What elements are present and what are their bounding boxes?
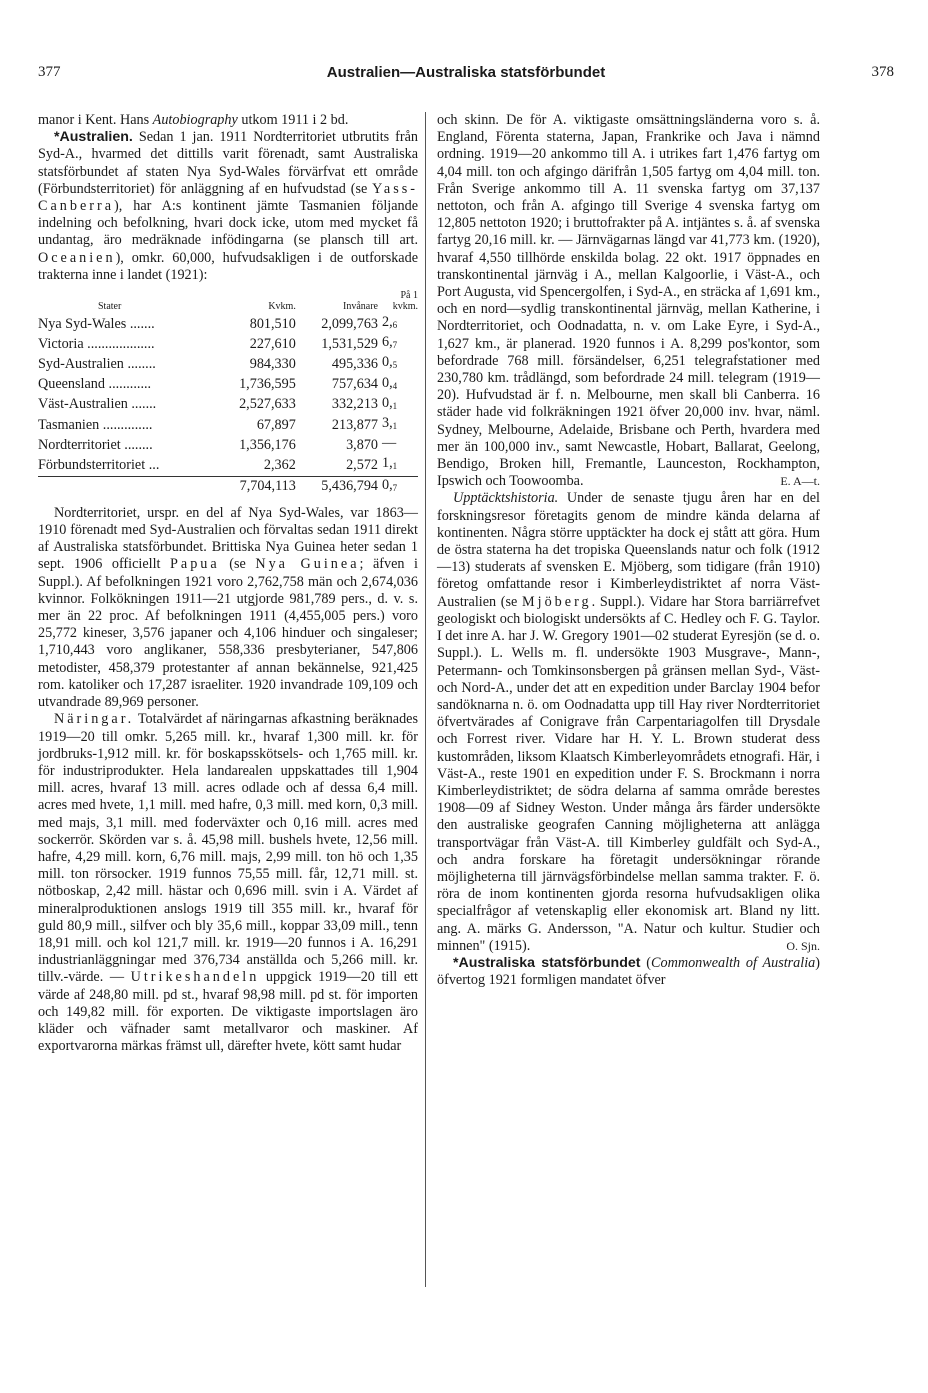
upptacktshistoria-text-1: Under de senaste tjugu åren har en del forskningsresor företagits genom de mindre kända delarna af kontinenten. Några större upptäckter ha dock ej stått att göra. Hum de östra staterna ha det tropiska Queenslands natur och folk (1912—13) studerats af svensken E. Mjöberg, som tidigare (från 1910) företog omfattande resor i Kimberleydistriktet af norra Väst-Australien (se	[437, 490, 820, 610]
naringar-text: Totalvärdet af näringarnas afkastning beräknades 1919—20 till omkr. 5,265 mill. kr., hvaraf 1,300 mill. kr. för jordbruks-1,912 mill. kr. för boskapsskötsels- och 1,765 mill. kr. för industriprodukter. Hela landarealen uppskattades till 1,904 mill. acres, hvaraf 13 mill. acres odlade och af dessa 6,4 mill. acres med hvete, 1,1 mill. med hafre, 0,3 mill. med korn, 0,3 mill. med majs, 3,1 mill. med foderväxter och 0,16 mill. acres med sockerrör. Skörden var s. å. 45,98 mill. bushels hvete, 12,56 mill. hafre, 4,29 mill. korn, 6,76 mill. majs, 2,99 mill. ton hö och 1,35 mill. ton rörsocker. 1919 funnos 75,55 mill. får, 12,71 mill. st. nötboskap, 2,42 mill. hästar och 0,696 mill. svin i A. Värdet af mineralproduktionen anslogs 1919 till 355 mill. kr., hvaraf för guld 80,9 mill., silfver och bly 35,6 mill., koppar 33,09 mill., tenn 18,91 mill. och kol 121,7 mill. kr. 1919—20 funnos i A. 16,291 industrianläggningar med 376,734 anställda och 5,266 mill. kr. tillv.-värde. —	[38, 711, 418, 986]
density-whole: 2,	[382, 314, 393, 331]
density-whole: 0,	[382, 354, 393, 371]
density	[378, 375, 418, 395]
density-decimal: 1	[392, 400, 398, 411]
australien-text-1: Sedan 1 jan. 1911 Nordterritoriet utbrutits från Syd-A., hvarmed det dittills varit förenadt, samt Australiska statsförbundet af staten Nya Syd-Wales förvärfvat ett område (Förbundsterritoriet) för anläggning af en hufvudstad (se	[38, 129, 418, 197]
density-decimal: 5	[392, 360, 398, 371]
paragraph-upptacktshistoria	[437, 490, 820, 954]
population: 2,099,763	[321, 315, 378, 332]
population: 2,572	[346, 456, 378, 473]
column-divider	[425, 112, 426, 1287]
table-row	[38, 354, 418, 374]
col-header-density: På 1 kvkm.	[392, 290, 418, 313]
population: 5,436,794	[296, 476, 378, 497]
paragraph-trade	[437, 112, 820, 490]
australien-text-2: ), har A:s kontinent jämte Tasmanien följande indelning och befolkning, hvari dock icke, utom med mycket få undantag, äro medräknade infödingarna (se plansch till art.	[38, 198, 418, 249]
upptacktshistoria-heading: Upptäcktshistoria.	[453, 490, 559, 507]
area-kvkm: 67,897	[256, 416, 296, 433]
col-header-invanare: Invånare	[343, 301, 378, 313]
area-kvkm: 227,610	[249, 335, 296, 352]
naringar-heading: Näringar.	[54, 711, 135, 728]
population: 495,336	[331, 355, 378, 372]
population: 332,213	[331, 396, 378, 413]
left-column	[38, 112, 418, 1055]
table-row	[38, 314, 418, 334]
population: 3,870	[346, 436, 378, 453]
density-whole: 1,	[382, 455, 393, 472]
col-header-stater: Stater	[98, 301, 122, 313]
table-row	[38, 415, 418, 435]
p2-text-a: Nordterritoriet, urspr. en del af Nya Syd-Wales, var 1863—1910 förenadt med Syd-Australien och förvaltas sedan 1911 direkt af Australiska statsförbundet. Brittiska Nya Guinea heter sedan 1 sept. 1906 officiellt	[38, 504, 418, 573]
col-header-kvkm: Kvkm.	[268, 301, 296, 313]
density-whole: 0,	[382, 394, 393, 411]
page-number-left: 377	[38, 64, 61, 80]
states-table	[38, 290, 418, 497]
table-row	[38, 455, 418, 476]
density-whole: 0,	[382, 374, 393, 391]
crossref-nya-guinea: Nya Guinea	[255, 556, 360, 573]
statsforbundet-headword: *Australiska statsförbundet	[453, 954, 641, 971]
population: 1,531,529	[321, 335, 378, 352]
utrikeshandeln-heading: Utrikeshandeln	[130, 969, 260, 986]
state-name: Victoria ...................	[38, 335, 155, 352]
density-decimal: 1	[392, 461, 398, 472]
state-name: Väst-Australien .......	[38, 396, 157, 413]
p2-text-c: ; äfven i Suppl.). Af befolkningen 1921 voro 2,762,758 män och 2,674,036 kvinnor. Folkökningen 1911—21 utgjorde 981,789 pers., d. v. s. mer än 22 proc. Af befolkningen 1911 (4,455,005 pers.) voro 25,772 kineser, 3,576 japaner och 4,106 hinduer och singaleser; 1,710,443 voro anglikaner, 558,336 presbyterianer, 547,806 metodister, 458,379 protestanter af annan bekännelse, 921,425 rom. katoliker och 17,287 israeliter. 1920 invandrade 109,109 och utvandrade 89,969 personer.	[38, 556, 418, 711]
intro-title: Autobiography	[152, 112, 238, 128]
australien-entry	[38, 129, 418, 284]
density	[378, 314, 418, 334]
table-row	[38, 334, 418, 354]
table-header-row	[38, 290, 418, 314]
area-kvkm: 7,704,113	[214, 476, 296, 497]
state-name: Nordterritoriet ........	[38, 436, 153, 453]
state-name: Nya Syd-Wales .......	[38, 315, 155, 332]
page-number-right: 378	[871, 64, 894, 80]
area-kvkm: 1,736,595	[239, 376, 296, 393]
state-name	[38, 476, 214, 497]
area-kvkm: 2,362	[263, 456, 296, 473]
density	[378, 334, 418, 354]
density-whole: 0,	[382, 476, 393, 493]
crossref-oceanien: Oceanien	[38, 249, 116, 266]
paragraph-nordterritoriet	[38, 505, 418, 711]
upptacktshistoria-text-2: . Suppl.). Vidare har Stora barriärrefvet geologiskt och biologiskt undersökts af C. Hedley och F. G. Taylor. I det inre A. har J. W. Gregory 1901—02 studerat Eyresjön (se d. o. Suppl.). L. Wells m. fl. undersökte 1903 Musgrave-, Mann-, Petermann- och Tomkinsonsbergen på gränsen mellan Syd-, Väst- och Nord-A., under det att en expedition under Barclay 1904 befor sandöknarna n. ö. om Oodnadatta upp till Hay river Nordterritoriet öfvertvärades af Conigrave från Carpentariagolfen till Drysdale och Forrest river. Vidare har H. Y. L. Brown studerat dess kustområden, liksom Klaatsch Kimberleyområdets etnografi. Här, i Väst-A., reste 1901 en expedition under F. S. Brockmann i norra Kimberleydistriktet; de södra delarna af samma område berestes 1908—09 af Sidney Weston. Under många års färder undersökte den australiske geografen Canning möjligheterna att anlägga transportvägar från Väst-A. till Kimberley guldfält och Syd-A., och andra forskare ha företagit undersökningar rörande möjligheterna till järnvägsförbindelse mellan samma trakter. F. ö. röra de inom kontinenten gjorda resorna hufvudsakligen olika specialfrågor af vetenskaplig eller ekonomisk art. Bland ny litt. ang. A. märks G. Andersson, "A. Natur och kultur. Studier och minnen" (1915).	[437, 593, 820, 954]
state-name: Tasmanien ..............	[38, 416, 153, 433]
density	[378, 455, 418, 476]
population: 757,634	[331, 376, 378, 393]
crossref-yass-canberra: Yass-Canberra	[38, 180, 418, 215]
author-signature-2: O. Sjn.	[786, 938, 820, 953]
intro-paragraph	[38, 112, 418, 129]
statsforbundet-text: ) öfvertog 1921 formligen mandatet öfver	[437, 954, 820, 989]
density	[378, 354, 418, 374]
intro-end: utkom 1911 i 2 bd.	[237, 112, 349, 128]
statsforbundet-entry	[437, 955, 820, 989]
page-header	[38, 64, 894, 88]
density	[378, 476, 418, 497]
area-kvkm: 801,510	[249, 315, 296, 332]
density	[378, 395, 418, 415]
crossref-papua: Papua	[170, 556, 220, 573]
australien-text-3: ), omkr. 60,000, hufvudsakligen i de outforskade trakterna inne i landet (1921):	[38, 249, 418, 283]
intro-text: manor i Kent. Hans	[38, 112, 153, 128]
area-kvkm: 2,527,633	[239, 396, 296, 413]
state-name: Queensland ............	[38, 376, 152, 393]
statsforbundet-english-name: Commonwealth of Australia	[651, 954, 816, 971]
density	[378, 435, 418, 455]
table-row	[38, 435, 418, 455]
state-name: Syd-Australien ........	[38, 355, 156, 372]
population: 213,877	[331, 416, 378, 433]
paragraph-naringar	[38, 711, 418, 1055]
trade-text: och skinn. De för A. viktigaste omsättningsländerna voro s. å. England, Förenta staterna, Japan, Frankrike och Java i nämnd ordning. 1919—20 ankommo till A. i utrikes fart 1,476 fartyg om 4,04 mill. ton och afgingo därifrån 1,505 fartyg om 4,04 mill. ton. Från Sverige ankommo till A. 11 svenska fartyg om 37,137 nettoton, och från A. afgingo till Sverige 4 svenska fartyg om 12,805 nettoton 1920; i bruttofrakter på A. intjäntes s. å. af svenska fartyg 20,16 mill. kr. — Järnvägarnas längd var 41,773 km. (1920), hvaraf 4,550 tillhörde enskilda bolag. 22 okt. 1917 öppnades en transkontinental järnväg i A., mellan Kalgoorlie, i Väst-A., och Port Augusta, vid Spencergolfen, i Syd-A., en sträcka af 1,691 km., och en nord—sydlig transkontinental järnväg, mellan Katherine, i Nordterritoriet, och Oodnadatta, n. v. om Lake Eyre, i Syd-A., 1,627 km., är planerad. 1920 funnos i A. 8,299 pos'kontor, som befordrade 768 mill. försändelser, 6,251 telegrafstationer med 230,780 km. trådlängd, som befordrade 24 mill. telegram (1919—20). Hufvudstad är f. n. Melbourne, men skall bli Canberra. 16 städer hade vid folkräkningen 1921 öfver 20,000 inv. hvar, näml. Sydney, Melbourne, Adelaide, Brisbane och Perth, hvardera med mer än 100,000 inv., samt Newcastle, Hobart, Ballarat, Geelong, Bendigo, Broken hill, Fremantle, Launceston, Rockhampton, Ipswich och Toowoomba.	[437, 112, 820, 490]
crossref-mjoberg: Mjöberg	[522, 593, 592, 610]
statsforbundet-paren: (	[640, 954, 652, 971]
p2-text-b: (se	[219, 556, 256, 573]
right-column	[437, 112, 820, 989]
author-signature-1: E. A—t.	[780, 474, 820, 489]
density-decimal: 4	[392, 380, 398, 391]
running-head: Australien—Australiska statsförbundet	[326, 64, 606, 81]
table-row	[38, 375, 418, 395]
density-whole: 6,	[382, 334, 393, 351]
density-decimal: 1	[392, 421, 398, 432]
table-row	[38, 395, 418, 415]
density-whole: 3,	[382, 415, 393, 432]
density-decimal: 7	[392, 482, 398, 493]
area-kvkm: 984,330	[249, 355, 296, 372]
australien-headword: *Australien.	[54, 129, 133, 146]
state-name: Förbundsterritoriet ...	[38, 456, 160, 473]
area-kvkm: 1,356,176	[239, 436, 296, 453]
density-decimal: 7	[392, 340, 398, 351]
density-whole: —	[382, 435, 397, 452]
table-total-row	[38, 476, 418, 497]
density-decimal: 6	[392, 320, 398, 331]
utrikeshandeln-text: uppgick 1919—20 till ett värde af 248,80 mill. pd st., hvaraf 98,98 mill. pd st. för importen och 149,82 mill. för exporten. De viktigaste importslagen äro kläder och väfnader samt metallvaror och maskiner. Af exportvarorna märkas främst ull, därefter hvete, kött samt hudar	[38, 969, 419, 1055]
density	[378, 415, 418, 435]
